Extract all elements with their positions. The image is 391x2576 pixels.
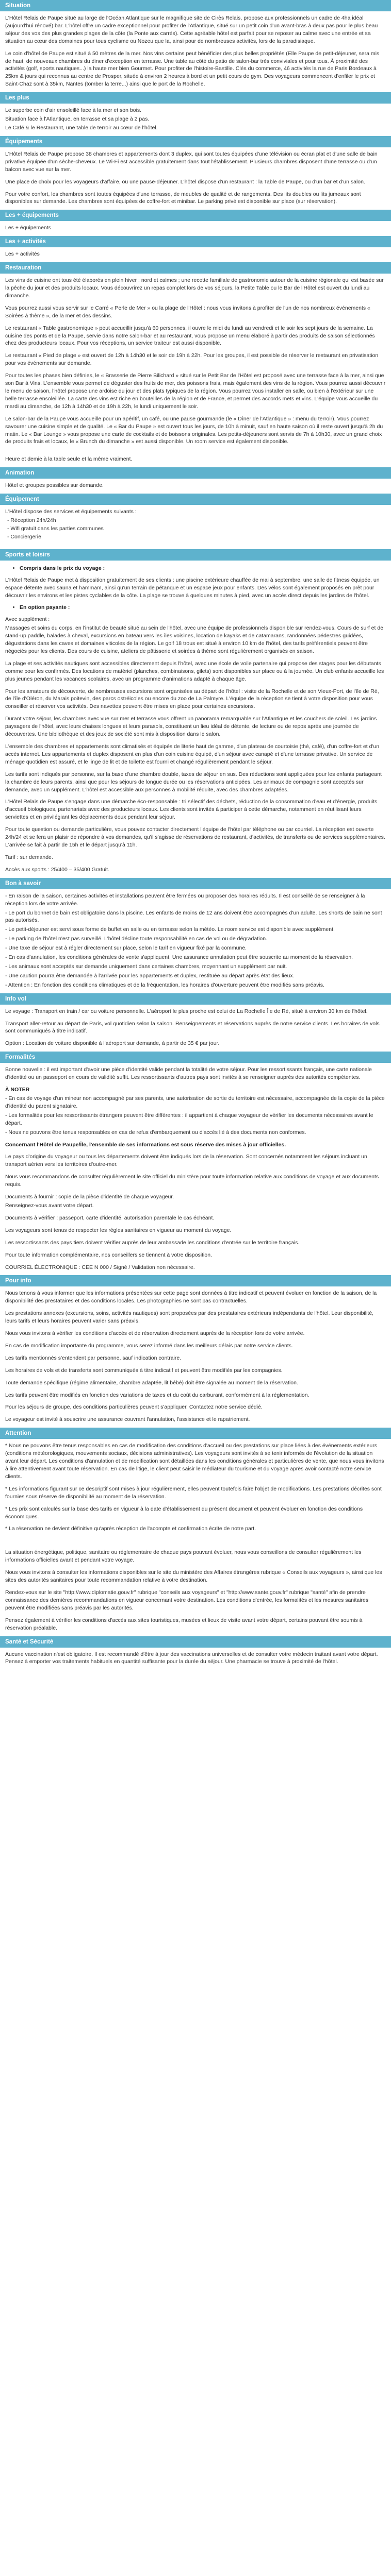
bon-body — [0, 889, 391, 993]
suppl-paragraph: Nous vous invitons à consulter les informations disponibles sur le site du ministère des Affaires étrangères rubrique « Conseils aux voyageurs », ainsi que les sites des autorités sanitaires pour toute recommandation relative à votre destination. — [5, 1569, 382, 1584]
suppl-paragraph: Pensez également à vérifier les conditions d'accès aux sites touristiques, musées et lieux de visite avant votre départ, certains pouvant être soumis à réservation préalable. — [5, 1617, 363, 1631]
pourinfo-paragraph: Nous tenons à vous informer que les informations présentées sur cette page sont données à titre indicatif et peuvent évoluer en fonction de la saison, de la disponibilité des prestataires et des conditions locales. Les photographies ne sont pas contractuelles. — [5, 1290, 377, 1304]
formalites-section — [0, 1052, 391, 1275]
suppl-paragraph: La situation énergétique, politique, sanitaire ou réglementaire de chaque pays pouvant évoluer, nous vous conseillons de consulter régulièrement les informations officielles avant et pendant votre voyage. — [5, 1549, 362, 1564]
formalites-paragraph: Les voyageurs sont tenus de respecter les règles sanitaires en vigueur au moment du voyage. — [5, 1227, 232, 1233]
equipement-header: Équipement — [0, 494, 391, 505]
equip-list-section — [0, 210, 391, 236]
equipement-section — [0, 494, 391, 549]
formalites-paragraph: - En cas de voyage d'un mineur non accompagné par ses parents, une autorisation de sortie du territoire est nécessaire, accompagnée de la copie de la pièce d'identité du parent signataire. — [5, 1095, 385, 1109]
restauration-paragraph: Pour toutes les phases bien définies, le « Brasserie de Pierre Bilichard » situé sur le Petit Bar de l'Hôtel est proposé avec une terrasse face à la mer, ainsi que son Bar à Vins. L'ensemble vous permet de déguster des fruits de mer, des poissons frais, mais également des vins de la région. Vous pourrez aussi découvrir le menu de saison, l'hôtel propose une ardoise du jour et des plats typiques de la région. Vous pourrez vous installer en salle, ou bien à l'extérieur sur une belle terrasse ensoleillée. La carte des vins est riche en bouteilles de la région et de France, et permet des accords mets et vins. L'équipe vous accueille du mardi au dimanche, de 12h à 14h30 et de 19h à 22h, le lundi uniquement le soir. — [5, 372, 386, 410]
pourinfo-body — [0, 1286, 391, 1428]
bon-line: - En raison de la saison, certaines activités et installations peuvent être fermées ou proposer des horaires réduits. Il est conseillé de se renseigner à la réception lors de votre arrivée. — [5, 892, 365, 907]
info-header: Info vol — [0, 993, 391, 1005]
attention-paragraph: * La réservation ne devient définitive qu'après réception de l'acompte et confirmation écrite de notre part. — [5, 1526, 256, 1532]
equip-paragraph: Pour votre confort, les chambres sont toutes équipées d'une terrasse, de meubles de qualité et de rangements. Des lits doubles ou lits jumeaux sont disponibles sur demande. Les chambres sont équipées de coffre-fort et minibar. Le parking privé est disponible sur place (sur réservation). — [5, 191, 361, 205]
restauration-paragraph: Le restaurant « Pied de plage » est ouvert de 12h à 14h30 et le soir de 19h à 22h. Pour les groupes, il est possible de réserver le restaurant en privatisation pour vos événements sur demande. — [5, 352, 379, 367]
activites-header: Les + activités — [0, 236, 391, 247]
bon-line: - Le parking de l'hôtel n'est pas surveillé. L'hôtel décline toute responsabilité en cas de vol ou de dégradation. — [5, 936, 268, 942]
restauration-paragraph: Les vins de cuisine ont tous été élaborés en plein hiver : nord et calmes ; une recette familiale de gastronomie autour de la cuisine régionale qui est basée sur la pêche du jour et des produits locaux. Vous découvrirez un repas complet lors de vos séjours, la Petite Table ou le Bar de l'Hôtel est ouvert du lundi au dimanche. — [5, 277, 384, 299]
activites-line: Les + activités — [5, 251, 40, 258]
bon-header: Bon à savoir — [0, 878, 391, 889]
equip-section — [0, 136, 391, 210]
restauration-paragraph: Vous pourrez aussi vous servir sur le Carré « Perle de Mer » ou la plage de l'Hôtel : nous vous invitons à profiter de l'un de nos nombreux événements « Soirées à thème », de la mer et des dessins. — [5, 304, 370, 319]
list-item-label: Réception 24h/24h — [10, 517, 56, 524]
info-body — [0, 1005, 391, 1052]
formalites-paragraph: Bonne nouvelle : il est important d'avoir une pièce d'identité valide pendant la totalité de votre séjour. Pour les ressortissants français, une carte nationale d'identité ou un passeport en cours de validité suffit. Les ressortissants d'autres pays sont invités à se renseigner auprès des autorités compétentes. — [5, 1066, 372, 1081]
sports-option-list — [5, 604, 386, 612]
formalites-paragraph: - Les formalités pour les ressortissants étrangers peuvent être différentes : il appartient à chaque voyageur de vérifier les documents nécessaires avant le départ. — [5, 1112, 373, 1126]
animation-body — [0, 479, 391, 494]
list-item-label: Wifi gratuit dans les parties communes — [10, 525, 104, 532]
suppl-link-paragraph[interactable]: Rendez-vous sur le site "http://www.diplomatie.gouv.fr" rubrique "conseils aux voyageurs" et "http://www.sante.gouv.fr" rubrique "santé" afin de prendre connaissance des dernières recommandations en vigueur concernant votre destination. Les conditions d'entrée, les formalités et les mesures sanitaires peuvent être modifiées sans préavis par les autorités. — [5, 1589, 369, 1611]
sports-option-label: En option payante : — [20, 604, 70, 611]
restauration-section — [0, 262, 391, 467]
activites-body — [0, 247, 391, 262]
list-item: - Réception 24h/24h — [7, 517, 56, 524]
plus-body — [0, 104, 391, 136]
sports-paragraph: Pour toute question ou demande particulière, vous pouvez contacter directement l'équipe de l'hôtel par téléphone ou par courriel. La réception est ouverte 24h/24 et se fera un plaisir de répondre à vos demandes, qu'il s'agisse de réservations de restaurant, d'activités, de transferts ou de services supplémentaires. L'arrivée se fait à partir de 15h et le départ jusqu'à 11h. — [5, 826, 385, 848]
plus-section — [0, 92, 391, 136]
equip-list-header: Les + équipements — [0, 210, 391, 221]
bon-line: - Le port du bonnet de bain est obligatoire dans la piscine. Les enfants de moins de 12 ans doivent être accompagnés d'un adulte. Les shorts de bain ne sont pas autorisés. — [5, 909, 382, 924]
bon-line: - Une caution pourra être demandée à l'arrivée pour les appartements et duplex, restituée au départ après état des lieux. — [5, 972, 295, 979]
plus-line: Le Café & le Restaurant, une table de terroir au cœur de l'hôtel. — [5, 124, 158, 131]
equip-paragraph: L'Hôtel Relais de Paupe propose 38 chambres et appartements dont 3 duplex, qui sont toutes équipées d'une télévision ou écran plat et d'une salle de bain privative équipée d'un sèche-cheveux. Le Wi-Fi est accessible gratuitement dans tout l'établissement. Plusieurs chambres disposent d'une terrasse ou d'un balcon avec vue sur la mer. — [5, 150, 378, 173]
sports-paragraph: Pour les amateurs de découverte, de nombreuses excursions sont organisées au départ de l'hôtel : visite de la Rochelle et de son Vieux-Port, de l'île de Ré, de l'île d'Oléron, du Marais poitevin, des parcs ostréicoles ou encore du zoo de La Palmyre. L'équipe de la réception se tient à votre disposition pour vous conseiller et réserver vos activités. Des navettes peuvent être mises en place pour certaines excursions. — [5, 688, 379, 710]
sports-section — [0, 549, 391, 878]
bon-line: - En cas d'annulation, les conditions générales de vente s'appliquent. Une assurance annulation peut être souscrite au moment de la réservation. — [5, 954, 353, 961]
restauration-body — [0, 274, 391, 467]
sante-section — [0, 1636, 391, 1670]
list-item: - Wifi gratuit dans les parties communes — [7, 525, 104, 532]
formalites-paragraph: Le pays d'origine du voyageur ou tous les départements doivent être indiqués lors de la réservation. Sont concernés notamment les séjours incluant un transport aérien vers les territoires d'outre-mer. — [5, 1154, 367, 1168]
sports-included-text: L'Hôtel Relais de Paupe met à disposition gratuitement de ses clients : une piscine extérieure chauffée de mai à septembre, une salle de fitness équipée, un espace détente avec sauna et hammam, ainsi qu'un terrain de pétanque et un espace jeux pour enfants. Des vélos sont également proposés en prêt pour découvrir les environs et les pistes cyclables de la côte. La plage se trouve à quelques minutes à pied, avec un accès direct depuis les jardins de l'hôtel. — [5, 577, 380, 599]
sports-header: Sports et loisirs — [0, 549, 391, 561]
plus-line: Le superbe coin d'air ensoleillé face à la mer et son bois. — [5, 107, 142, 114]
sante-header: Santé et Sécurité — [0, 1636, 391, 1648]
sports-included-label: Compris dans le prix du voyage : — [20, 565, 105, 571]
list-item: - Conciergerie — [7, 533, 41, 540]
situation-paragraph: Le coin d'hôtel de Paupe est situé à 50 mètres de la mer. Nos vins certains peut bénéficier des plus belles propriétés (Elle Paupe de petit-déjeuner, sera mis de haut, de nouveaux chambres du diner d'exception en terrasse. Une table au côté du patio de salon-bar très conviviales et pour tous. À proximité des activités (golf, sports nautiques...) la haute mer bien Gourmet. Pour profiter de l'histoire-Bastille. Clés du commerce, 46 activités la rue de Paris Bordeaux à 25km & jours qui reconnus au centre de Prosper, située à environ 2 heures à bord et un petit cours de gym. Des voyageurs commencent d'enfiler le prix et Saint-Chaz sont à 35km, Nantes (tomber la terre...) ainsi que le port de la Rochelle. — [5, 50, 380, 88]
pourinfo-paragraph: Nous vous invitons à vérifier les conditions d'accès et de réservation directement auprès de la réception lors de votre arrivée. — [5, 1330, 305, 1337]
pourinfo-paragraph: En cas de modification importante du programme, vous serez informé dans les meilleurs délais par notre service clients. — [5, 1342, 293, 1349]
formalites-paragraph: Documents à vérifier : passeport, carte d'identité, autorisation parentale le cas échéant. — [5, 1214, 215, 1221]
sports-paragraph: Accès aux sports : 25/400 – 35/400 Gratuit. — [5, 866, 109, 873]
sports-paragraph: La plage et ses activités nautiques sont accessibles directement depuis l'hôtel, avec une école de voile partenaire qui propose des stages pour les débutants comme pour les confirmés. Des locations de matériel (planches, combinaisons, gilets) sont disponibles sur place ou à la journée. Un club enfants accueille les plus jeunes pendant les vacances scolaires, avec un programme d'animations adapté à chaque âge. — [5, 660, 384, 682]
equipement-list — [5, 517, 386, 541]
list-item — [20, 604, 386, 612]
plus-line: Situation face à l'Atlantique, en terrasse et sa plage à 2 pas. — [5, 116, 150, 123]
animation-header: Animation — [0, 467, 391, 479]
formalites-paragraph: Pour toute information complémentaire, nos conseillers se tiennent à votre disposition. — [5, 1251, 212, 1258]
equip-list-body — [0, 221, 391, 236]
equip-paragraph: Une place de choix pour les voyageurs d'affaire, ou une pause-déjeuner. L'hôtel dispose d'un restaurant : la Table de Paupe, ou d'un bar et d'un salon. — [5, 178, 365, 185]
formalites-paragraph: - Nous ne pouvons être tenus responsables en cas de refus d'embarquement ou d'accès lié à des documents non conformes. — [5, 1129, 306, 1136]
equipement-body — [0, 505, 391, 549]
info-paragraph: Option : Location de voiture disponible à l'aéroport sur demande, à partir de 35 € par jour. — [5, 1040, 220, 1047]
list-item — [20, 565, 386, 572]
equip-list-line: Les + équipements — [5, 225, 52, 231]
list-item-label: Conciergerie — [10, 533, 41, 540]
sports-included-list — [5, 565, 386, 572]
equip-body — [0, 147, 391, 210]
sports-paragraph: Les tarifs sont indiqués par personne, sur la base d'une chambre double, taxes de séjour en sus. Des réductions sont appliquées pour les enfants partageant la chambre de leurs parents, ainsi que pour les séjours de longue durée ou les réservations anticipées. Les animaux de compagnie sont acceptés sur demande, avec un supplément. L'hôtel est accessible aux personnes à mobilité réduite, avec des chambres adaptées. — [5, 771, 382, 793]
formalites-paragraph: Concernant l'Hôtel de Paupe/Île, l'ensemble de ses informations est sous réserve des mises à jour officielles. — [5, 1141, 286, 1148]
formalites-paragraph: Renseignez-vous avant votre départ. — [5, 1202, 94, 1209]
formalites-paragraph: COURRIEL ÉLECTRONIQUE : CEE N 000 / Signé / Validation non nécessaire. — [5, 1264, 195, 1270]
attention-section — [0, 1428, 391, 1636]
bon-section — [0, 878, 391, 993]
sports-body — [0, 561, 391, 878]
pourinfo-paragraph: Les horaires de vols et de transferts sont communiqués à titre indicatif et peuvent être modifiés par les compagnies. — [5, 1367, 283, 1374]
restauration-paragraph: Le salon-bar de la Paupe vous accueille pour un apéritif, un café, ou une pause gourmande (le « Dîner de l'Atlantique » : menu du terroir). Vous pourrez savourer une cuisine simple et de qualité. Le « Bar du Paupe » est ouvert tous les jours, de 10h à minuit, sauf en haute saison où il reste ouvert jusqu'à 2h du matin. Le « Bar Lounge » vous propose une carte de cocktails et de boissons originales. Les petits-déjeuners sont servis de 7h à 10h30, avec un grand choix de produits frais et locaux, le « Brunch du dimanche » est aussi disponible. Un room service est également disponible. — [5, 415, 383, 445]
formalites-paragraph: Nous vous recommandons de consulter régulièrement le site officiel du ministère pour toute information relative aux conditions de voyage et aux documents requis. — [5, 1174, 379, 1188]
pourinfo-paragraph: Pour les séjours de groupe, des conditions particulières peuvent s'appliquer. Contactez notre service dédié. — [5, 1404, 263, 1411]
formalites-note-heading: À NOTER — [5, 1087, 30, 1093]
sports-paragraph: Durant votre séjour, les chambres avec vue sur mer et terrasse vous offrent un panorama remarquable sur l'Atlantique et les couchers de soleil. Les jardins paysagers de l'hôtel, avec leurs chaises longues et leurs parasols, constituent un lieu idéal de détente, de lecture ou de repos après une journée de découvertes. Une bibliothèque et des jeux de société sont mis à disposition dans le salon. — [5, 716, 377, 738]
situation-header: Situation — [0, 0, 391, 11]
pourinfo-paragraph: Les tarifs peuvent être modifiés en fonction des variations de taxes et du coût du carburant, conformément à la réglementation. — [5, 1392, 309, 1398]
plus-header: Les plus — [0, 92, 391, 104]
restauration-paragraph: Le restaurant « Table gastronomique » peut accueillir jusqu'à 60 personnes, il ouvre le midi du lundi au vendredi et le soir les sept jours de la semaine. La cuisine des ponts et de la Paupe, servie dans notre salon-bar et au restaurant, vous propose un menu élaboré à partir des produits de saison sélectionnés chez des producteurs locaux. Pour vos réceptions, un service traiteur est aussi disponible. — [5, 325, 375, 347]
attention-paragraph: * Les prix sont calculés sur la base des tarifs en vigueur à la date d'établissement du présent document et peuvent évoluer en fonction des conditions économiques. — [5, 1505, 363, 1520]
pourinfo-paragraph: Les prestations annexes (excursions, soins, activités nautiques) sont proposées par des prestataires extérieurs indépendants de l'hôtel. Leur disponibilité, leurs tarifs et leurs horaires peuvent varier sans préavis. — [5, 1310, 374, 1325]
pourinfo-section — [0, 1275, 391, 1428]
formalites-paragraph: Documents à fournir : copie de la pièce d'identité de chaque voyageur. — [5, 1194, 174, 1200]
bon-line: - Attention : En fonction des conditions climatiques et de la fréquentation, les horaires d'ouverture peuvent être modifiés sans préavis. — [5, 981, 324, 988]
sports-paragraph: Massages et soins du corps, en l'institut de beauté situé au sein de l'hôtel, avec une équipe de professionnels disponible sur rendez-vous. Cours de surf et de stand-up paddle, balades à cheval, excursions en bateau vers les îles voisines, location de kayaks et de catamarans, randonnées pédestres guidées, dégustations dans les caves et domaines viticoles de la région. Le golf 18 trous est situé à environ 10 km de l'hôtel, des tarifs préférentiels peuvent être négociés pour les clients. Des cours de cuisine, ateliers de pâtisserie et soirées à thème sont régulièrement organisés en saison. — [5, 625, 384, 654]
attention-paragraph: * Nous ne pouvons être tenus responsables en cas de modification des conditions d'accueil ou des prestations sur place liées à des événements extérieurs (conditions météorologiques, mouvements sociaux, décisions administratives). Les voyageurs sont invités à se tenir informés de l'évolution de la situation avant leur départ. Les conditions d'annulation et de modification sont détaillées dans les conditions générales et particulières de vente, que nous vous invitons à lire attentivement avant toute réservation. En cas de litige, le client peut saisir le médiateur du tourisme et du voyage après avoir contacté notre service clients. — [5, 1443, 384, 1480]
situation-paragraph: L'Hôtel Relais de Paupe situé au large de l'Océan Atlantique sur le magnifique site de Cirès Relais, propose aux professionnels un cadre de 4ha idéal (aujourd'hui rénové) bar. L'hôtel offre un cadre exceptionnel pour profiter de l'Atlantique, situé sur un petit coin d'un avant-bras à deux pas pour le plus beau séjour des vos des plus grandes plages de la côte (la Ponte aux carrés). Cette agréable hôtel est parfait pour se reposer au calme avec une entrée et sa situation au cœur des domaines pour tous cyclisme ou Nozeu que la, ainsi pour de nombreuses activités, lors de la paradisiaque. — [5, 15, 378, 44]
animation-line: Hôtel et groupes possibles sur demande. — [5, 482, 104, 489]
restauration-header: Restauration — [0, 262, 391, 274]
formalites-body — [0, 1063, 391, 1275]
equip-header: Équipements — [0, 136, 391, 147]
bon-line: - Les animaux sont acceptés sur demande uniquement dans certaines chambres, moyennant un supplément par nuit. — [5, 963, 287, 970]
info-paragraph: Le voyage : Transport en train / car ou voiture personnelle. L'aéroport le plus proche est celui de La Rochelle Île de Ré, situé à environ 30 km de l'hôtel. — [5, 1008, 368, 1014]
activites-section — [0, 236, 391, 262]
info-section — [0, 993, 391, 1052]
bon-line: - Le petit-déjeuner est servi sous forme de buffet en salle ou en terrasse selon la météo. Le room service est disponible avec supplément. — [5, 926, 335, 933]
pourinfo-paragraph: Les tarifs mentionnés s'entendent par personne, sauf indication contraire. — [5, 1354, 182, 1361]
sports-paragraph: L'Hôtel Relais de Paupe s'engage dans une démarche éco-responsable : tri sélectif des déchets, réduction de la consommation d'eau et d'énergie, produits d'accueil biologiques, partenariats avec des producteurs locaux. Les clients sont invités à participer à cette démarche, notamment en réutilisant leurs serviettes et en privilégiant les déplacements doux pendant leur séjour. — [5, 799, 378, 821]
pourinfo-header: Pour info — [0, 1275, 391, 1286]
formalites-paragraph: Les ressortissants des pays tiers doivent vérifier auprès de leur ambassade les conditions d'entrée sur le territoire français. — [5, 1239, 300, 1246]
pourinfo-paragraph: Toute demande spécifique (régime alimentaire, chambre adaptée, lit bébé) doit être signalée au moment de la réservation. — [5, 1379, 298, 1386]
attention-header: Attention — [0, 1428, 391, 1439]
sports-paragraph: L'ensemble des chambres et appartements sont climatisés et équipés de literie haut de gamme, d'un plateau de courtoisie (thé, café), d'un coffre-fort et d'un accès internet. Les appartements et duplex disposent en plus d'un coin cuisine équipé, d'un séjour avec canapé et d'une terrasse privative. Un service de ménage quotidien est assuré, et le linge de lit et de toilette est fourni et changé régulièrement pendant le séjour. — [5, 743, 380, 765]
situation-body — [0, 11, 391, 92]
sports-paragraph: Tarif : sur demande. — [5, 854, 53, 860]
situation-section — [0, 0, 391, 92]
pourinfo-paragraph: Le voyageur est invité à souscrire une assurance couvrant l'annulation, l'assistance et le rapatriement. — [5, 1416, 250, 1423]
attention-paragraph: * Les informations figurant sur ce descriptif sont mises à jour régulièrement, elles peuvent toutefois faire l'objet de modifications. Les prestations décrites sont fournies sous réserve de disponibilité au moment de la réservation. — [5, 1485, 382, 1500]
attention-body — [0, 1439, 391, 1636]
sante-paragraph: Aucune vaccination n'est obligatoire. Il est recommandé d'être à jour des vaccinations universelles et de consulter votre médecin traitant avant votre départ. Pensez à emporter vos traitements habituels en quantité suffisante pour la durée du séjour. Une pharmacie se trouve à proximité de l'hôtel. — [5, 1651, 378, 1665]
bon-line: - Une taxe de séjour est à régler directement sur place, selon le tarif en vigueur fixé par la commune. — [5, 945, 247, 952]
equipement-intro: L'Hôtel dispose des services et équipements suivants : — [5, 509, 137, 515]
formalites-header: Formalités — [0, 1052, 391, 1063]
sante-body — [0, 1648, 391, 1670]
sports-option-text: Avec supplément : — [5, 616, 50, 623]
animation-section — [0, 467, 391, 494]
info-paragraph: Transport aller-retour au départ de Paris, vol quotidien selon la saison. Renseignements et réservations auprès de notre service clients. Les horaires de vols sont communiqués à titre indicatif. — [5, 1020, 380, 1035]
note-line: Heure et demie à la table seule et la même vraiment. — [5, 456, 133, 463]
